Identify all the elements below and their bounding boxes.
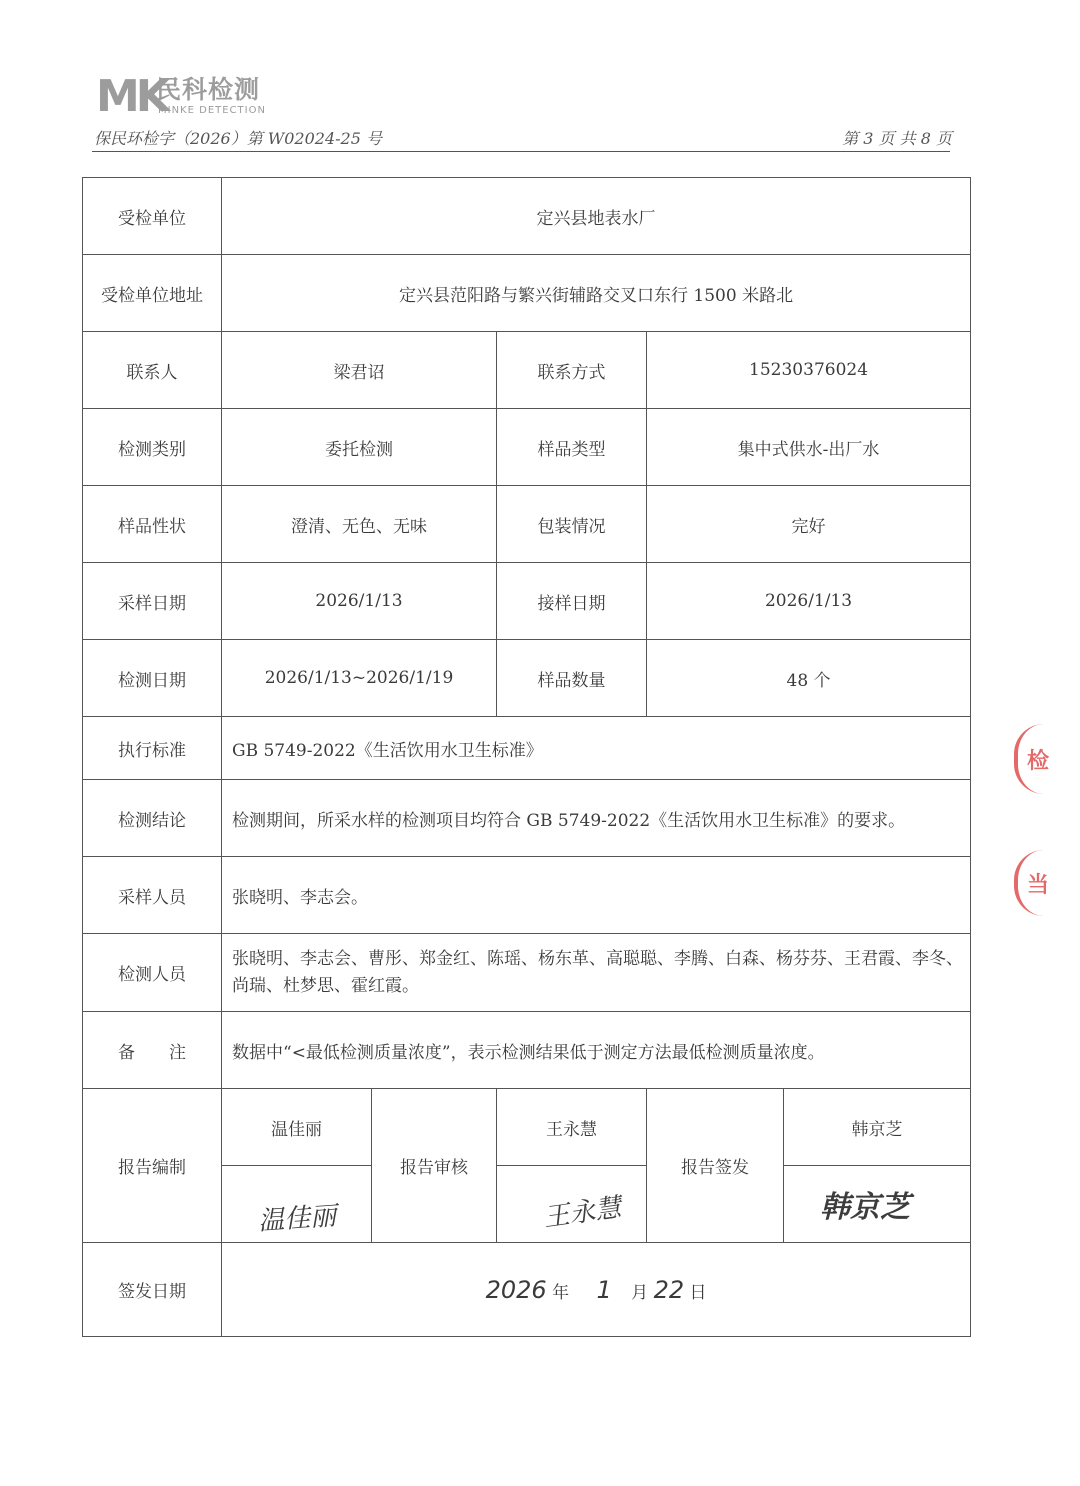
logo-name-en: MINKE DETECTION xyxy=(158,105,266,116)
row-unit xyxy=(83,178,971,255)
address-value: 定兴县范阳路与繁兴街辅路交叉口东行 1500 米路北 xyxy=(222,255,971,332)
contact-value: 梁君诏 xyxy=(222,332,497,409)
issue-label: 报告签发 xyxy=(647,1089,784,1243)
compiler-name: 温佳丽 xyxy=(222,1089,372,1166)
packaging-value: 完好 xyxy=(647,486,971,563)
phone-value: 15230376024 xyxy=(647,332,971,409)
row-remarks xyxy=(83,1012,971,1089)
issuer-signature-cell xyxy=(784,1166,971,1243)
nature-value: 澄清、无色、无味 xyxy=(222,486,497,563)
red-seal-stamp-top xyxy=(1014,724,1058,794)
row-nature xyxy=(83,486,971,563)
issue-date-year-unit: 年 xyxy=(552,1282,570,1303)
row-testers xyxy=(83,934,971,1012)
issue-date-month: 1 xyxy=(596,1275,612,1304)
samplers-label: 采样人员 xyxy=(83,857,222,934)
issue-date-day-unit: 日 xyxy=(689,1282,707,1303)
company-logo xyxy=(96,71,296,122)
sample-count-value: 48 个 xyxy=(647,640,971,717)
issuer-name: 韩京芝 xyxy=(784,1089,971,1166)
nature-label: 样品性状 xyxy=(83,486,222,563)
report-info-table xyxy=(82,177,971,1337)
unit-label: 受检单位 xyxy=(83,178,222,255)
remarks-value: 数据中“<最低检测质量浓度”，表示检测结果低于测定方法最低检测质量浓度。 xyxy=(222,1012,971,1089)
stamp-text-bottom: 当 xyxy=(1026,871,1049,898)
standard-label: 执行标准 xyxy=(83,717,222,780)
row-contact xyxy=(83,332,971,409)
logo-name-cn: 民科检测 xyxy=(156,75,261,104)
issue-date-value xyxy=(222,1243,971,1337)
issuer-signature: 韩京芝 xyxy=(820,1190,910,1225)
receipt-date-label: 接样日期 xyxy=(497,563,647,640)
issue-date-day: 22 xyxy=(653,1275,685,1304)
address-label: 受检单位地址 xyxy=(83,255,222,332)
review-label: 报告审核 xyxy=(372,1089,497,1243)
issue-date-label: 签发日期 xyxy=(83,1243,222,1337)
page-info: 第 3 页 共 8 页 xyxy=(842,129,952,148)
row-standard xyxy=(83,717,971,780)
stamp-text-top: 检 xyxy=(1026,747,1049,774)
sample-type-label: 样品类型 xyxy=(497,409,647,486)
sample-type-value: 集中式供水-出厂水 xyxy=(647,409,971,486)
compiler-signature: 温佳丽 xyxy=(257,1201,338,1237)
conclusion-label: 检测结论 xyxy=(83,780,222,857)
phone-label: 联系方式 xyxy=(497,332,647,409)
sampling-date-value: 2026/1/13 xyxy=(222,563,497,640)
row-issue-date xyxy=(83,1243,971,1337)
issue-date-month-unit: 月 xyxy=(631,1282,649,1303)
test-date-value: 2026/1/13~2026/1/19 xyxy=(222,640,497,717)
conclusion-value: 检测期间，所采水样的检测项目均符合 GB 5749-2022《生活饮用水卫生标准》的要求。 xyxy=(222,780,971,857)
standard-value: GB 5749-2022《生活饮用水卫生标准》 xyxy=(222,717,971,780)
reviewer-name: 王永慧 xyxy=(497,1089,647,1166)
row-category xyxy=(83,409,971,486)
sample-count-label: 样品数量 xyxy=(497,640,647,717)
testers-value: 张晓明、李志会、曹彤、郑金红、陈瑶、杨东革、高聪聪、李腾、白森、杨芬芬、王君霞、李冬、尚瑞、杜梦思、霍红霞。 xyxy=(222,934,971,1012)
test-date-label: 检测日期 xyxy=(83,640,222,717)
category-label: 检测类别 xyxy=(83,409,222,486)
row-samplers xyxy=(83,857,971,934)
row-test-date xyxy=(83,640,971,717)
issue-date-year: 2026 xyxy=(485,1275,547,1304)
reviewer-signature: 王永慧 xyxy=(541,1192,624,1234)
logo-mark: MK xyxy=(96,71,166,122)
row-conclusion xyxy=(83,780,971,857)
testers-label: 检测人员 xyxy=(83,934,222,1012)
row-signoff-names xyxy=(83,1089,971,1166)
report-number: 保民环检字（2026）第 W02024-25 号 xyxy=(94,129,383,148)
red-seal-stamp-bottom xyxy=(1014,850,1058,916)
row-address xyxy=(83,255,971,332)
remarks-label: 备 注 xyxy=(83,1012,222,1089)
unit-value: 定兴县地表水厂 xyxy=(222,178,971,255)
category-value: 委托检测 xyxy=(222,409,497,486)
contact-label: 联系人 xyxy=(83,332,222,409)
reviewer-signature-cell xyxy=(497,1166,647,1243)
compile-label: 报告编制 xyxy=(83,1089,222,1243)
header-divider xyxy=(92,151,950,152)
sampling-date-label: 采样日期 xyxy=(83,563,222,640)
receipt-date-value: 2026/1/13 xyxy=(647,563,971,640)
packaging-label: 包装情况 xyxy=(497,486,647,563)
samplers-value: 张晓明、李志会。 xyxy=(222,857,971,934)
row-sampling-date xyxy=(83,563,971,640)
compiler-signature-cell xyxy=(222,1166,372,1243)
